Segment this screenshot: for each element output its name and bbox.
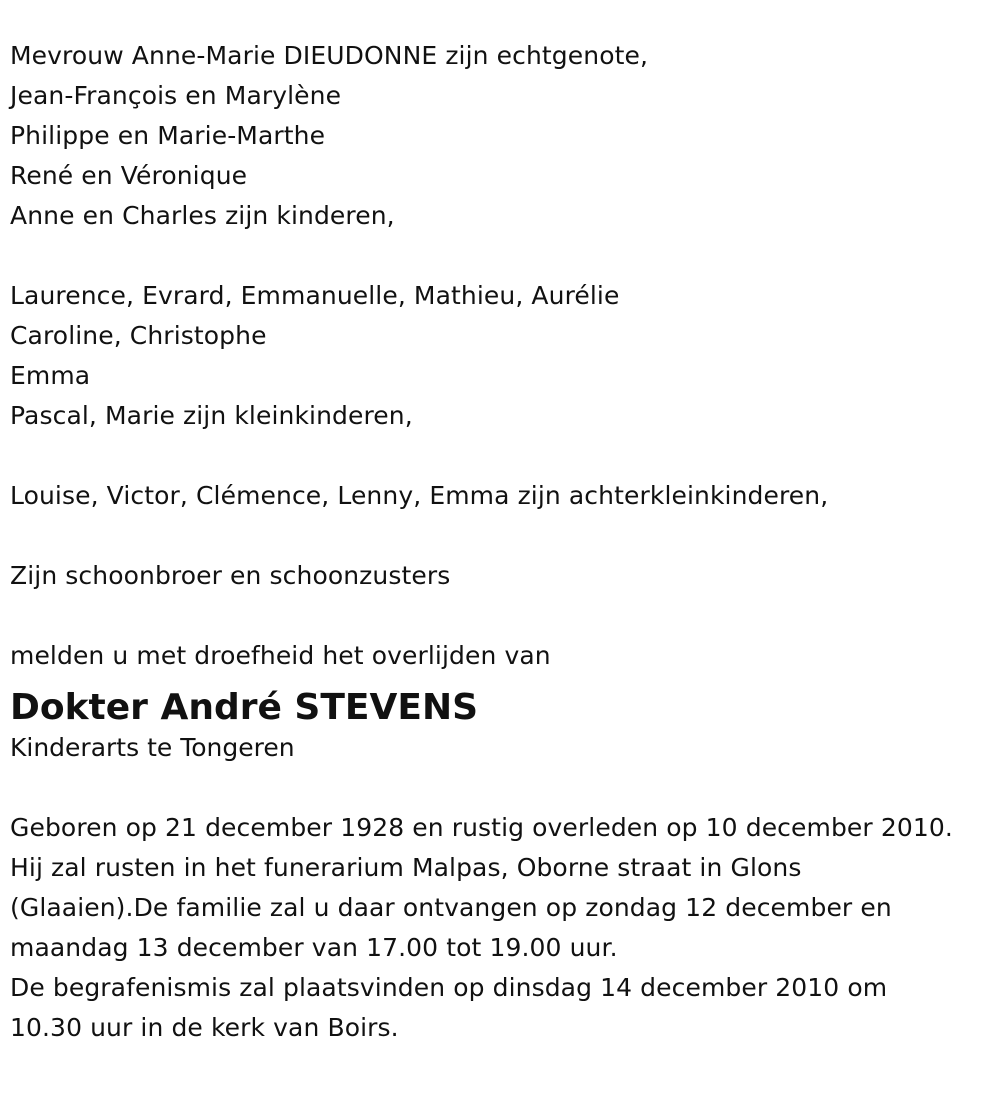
children-line: René en Véronique bbox=[10, 161, 248, 190]
spacer bbox=[10, 236, 995, 276]
detail-line: (Glaaien).De familie zal u daar ontvangen op zondag 12 december en bbox=[10, 893, 892, 922]
grandchildren-line: Pascal, Marie zijn kleinkinderen, bbox=[10, 401, 413, 430]
announcement-line: melden u met droefheid het overlijden van bbox=[10, 641, 551, 670]
detail-line: maandag 13 december van 17.00 tot 19.00 uur. bbox=[10, 933, 618, 962]
deceased-profession: Kinderarts te Tongeren bbox=[10, 733, 295, 762]
children-line: Philippe en Marie-Marthe bbox=[10, 121, 326, 150]
death-notice bbox=[10, 36, 995, 1048]
in-laws-line: Zijn schoonbroer en schoonzusters bbox=[10, 561, 451, 590]
spacer bbox=[10, 768, 995, 808]
spacer bbox=[10, 596, 995, 636]
spouse-line: Mevrouw Anne-Marie DIEUDONNE zijn echtgenote, bbox=[10, 41, 649, 70]
detail-line: Geboren op 21 december 1928 en rustig overleden op 10 december 2010. bbox=[10, 813, 953, 842]
grandchildren-line: Emma bbox=[10, 361, 91, 390]
great-grandchildren-line: Louise, Victor, Clémence, Lenny, Emma zijn achterkleinkinderen, bbox=[10, 481, 829, 510]
spacer bbox=[10, 436, 995, 476]
deceased-name: Dokter André STEVENS bbox=[10, 687, 479, 728]
detail-line: De begrafenismis zal plaatsvinden op dinsdag 14 december 2010 om bbox=[10, 973, 888, 1002]
grandchildren-line: Caroline, Christophe bbox=[10, 321, 267, 350]
children-line: Anne en Charles zijn kinderen, bbox=[10, 201, 395, 230]
children-line: Jean-François en Marylène bbox=[10, 81, 342, 110]
detail-line: Hij zal rusten in het funerarium Malpas, Oborne straat in Glons bbox=[10, 853, 802, 882]
grandchildren-line: Laurence, Evrard, Emmanuelle, Mathieu, Aurélie bbox=[10, 281, 620, 310]
spacer bbox=[10, 516, 995, 556]
detail-line: 10.30 uur in de kerk van Boirs. bbox=[10, 1013, 399, 1042]
